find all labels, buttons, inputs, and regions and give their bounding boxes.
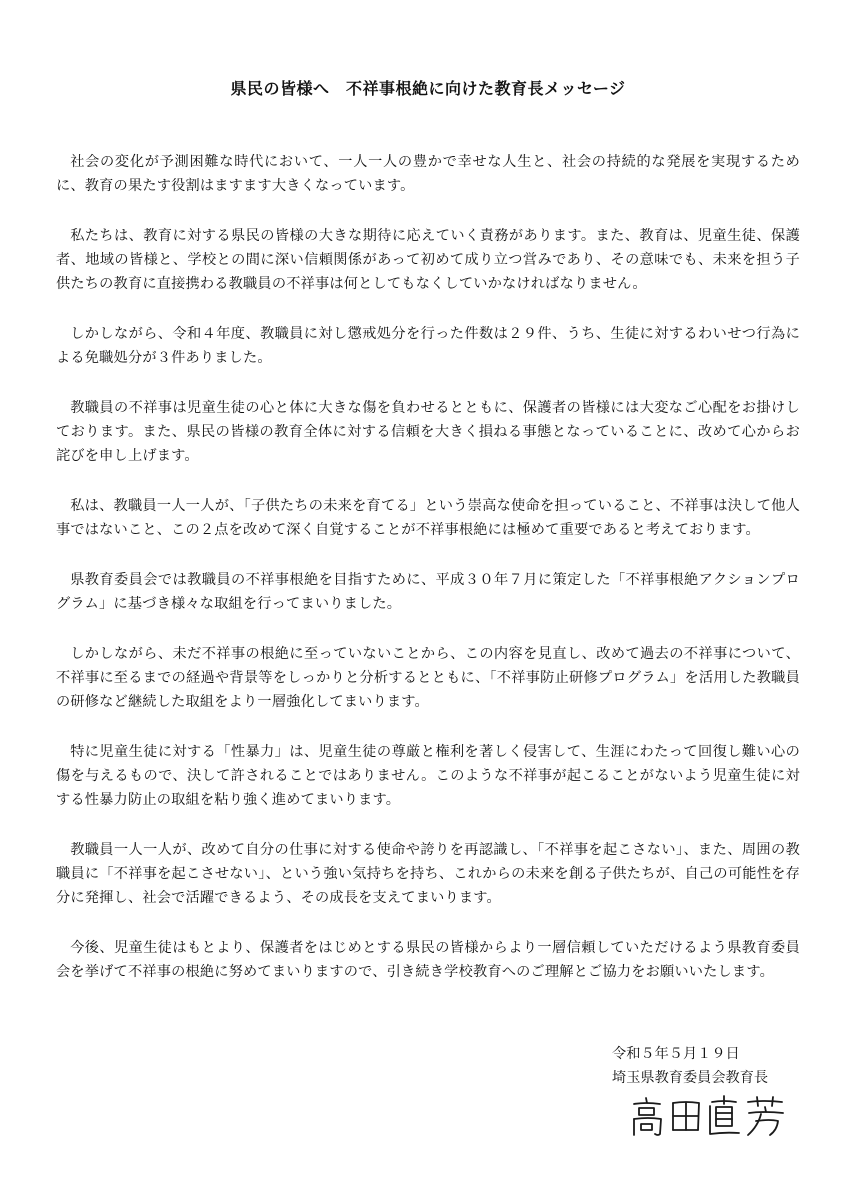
paragraph-7: しかしながら、未だ不祥事の根絶に至っていないことから、この内容を見直し、改めて過去の不祥事について、不祥事に至るまでの経過や背景等をしっかりと分析するとともに、「不祥事防止研修プログラム」を活用した教職員の研修など継続した取組をより一層強化してまいります。	[56, 646, 800, 710]
document-date: 令和５年５月１９日	[612, 1046, 740, 1062]
paragraph-6: 県教育委員会では教職員の不祥事根絶を目指すために、平成３０年７月に策定した「不祥事根絶アクションプログラム」に基づき様々な取組を行ってまいりました。	[56, 572, 800, 612]
paragraph-1: 社会の変化が予測困難な時代において、一人一人の豊かで幸せな人生と、社会の持続的な発展を実現するために、教育の果たす役割はますます大きくなっています。	[56, 154, 800, 194]
document-title: 県民の皆様へ 不祥事根絶に向けた教育長メッセージ	[230, 79, 626, 98]
paragraph-5: 私は、教職員一人一人が、「子供たちの未来を育てる」という崇高な使命を担っていること、不祥事は決して他人事ではないこと、この２点を改めて深く自覚することが不祥事根絶には極めて重要であると考えております。	[56, 498, 800, 538]
issuer-title: 埼玉県教育委員会教育長	[612, 1070, 769, 1086]
paragraph-2: 私たちは、教育に対する県民の皆様の大きな期待に応えていく責務があります。また、教育は、児童生徒、保護者、地域の皆様と、学校との間に深い信頼関係があって初めて成り立つ営みであり、その意味でも、未来を担う子供たちの教育に直接携わる教職員の不祥事は何としてもなくしていかなければなりません。	[56, 228, 800, 292]
paragraph-9: 教職員一人一人が、改めて自分の仕事に対する使命や誇りを再認識し、「不祥事を起こさない」、また、周囲の教職員に「不祥事を起こさせない」、という強い気持ちを持ち、これからの未来を創る子供たちが、自己の可能性を存分に発揮し、社会で活躍できるよう、その成長を支えてまいります。	[56, 842, 800, 906]
signature-block	[612, 1042, 812, 1090]
paragraph-3: しかしながら、令和４年度、教職員に対し懲戒処分を行った件数は２９件、うち、生徒に対するわいせつ行為による免職処分が３件ありました。	[56, 326, 800, 366]
paragraph-4: 教職員の不祥事は児童生徒の心と体に大きな傷を負わせるとともに、保護者の皆様には大変なご心配をお掛けしております。また、県民の皆様の教育全体に対する信頼を大きく損ねる事態となっていることに、改めて心からお詫びを申し上げます。	[56, 400, 800, 464]
paragraph-10: 今後、児童生徒はもとより、保護者をはじめとする県民の皆様からより一層信頼していただけるよう県教育委員会を挙げて不祥事の根絶に努めてまいりますので、引き続き学校教育へのご理解とご協力をお願いいたします。	[56, 940, 800, 980]
handwritten-signature	[628, 1094, 788, 1138]
paragraph-8: 特に児童生徒に対する「性暴力」は、児童生徒の尊厳と権利を著しく侵害して、生涯にわたって回復し難い心の傷を与えるもので、決して許されることではありません。このような不祥事が起こることがないよう児童生徒に対する性暴力防止の取組を粘り強く進めてまいります。	[56, 744, 800, 808]
message-body	[56, 150, 800, 1010]
